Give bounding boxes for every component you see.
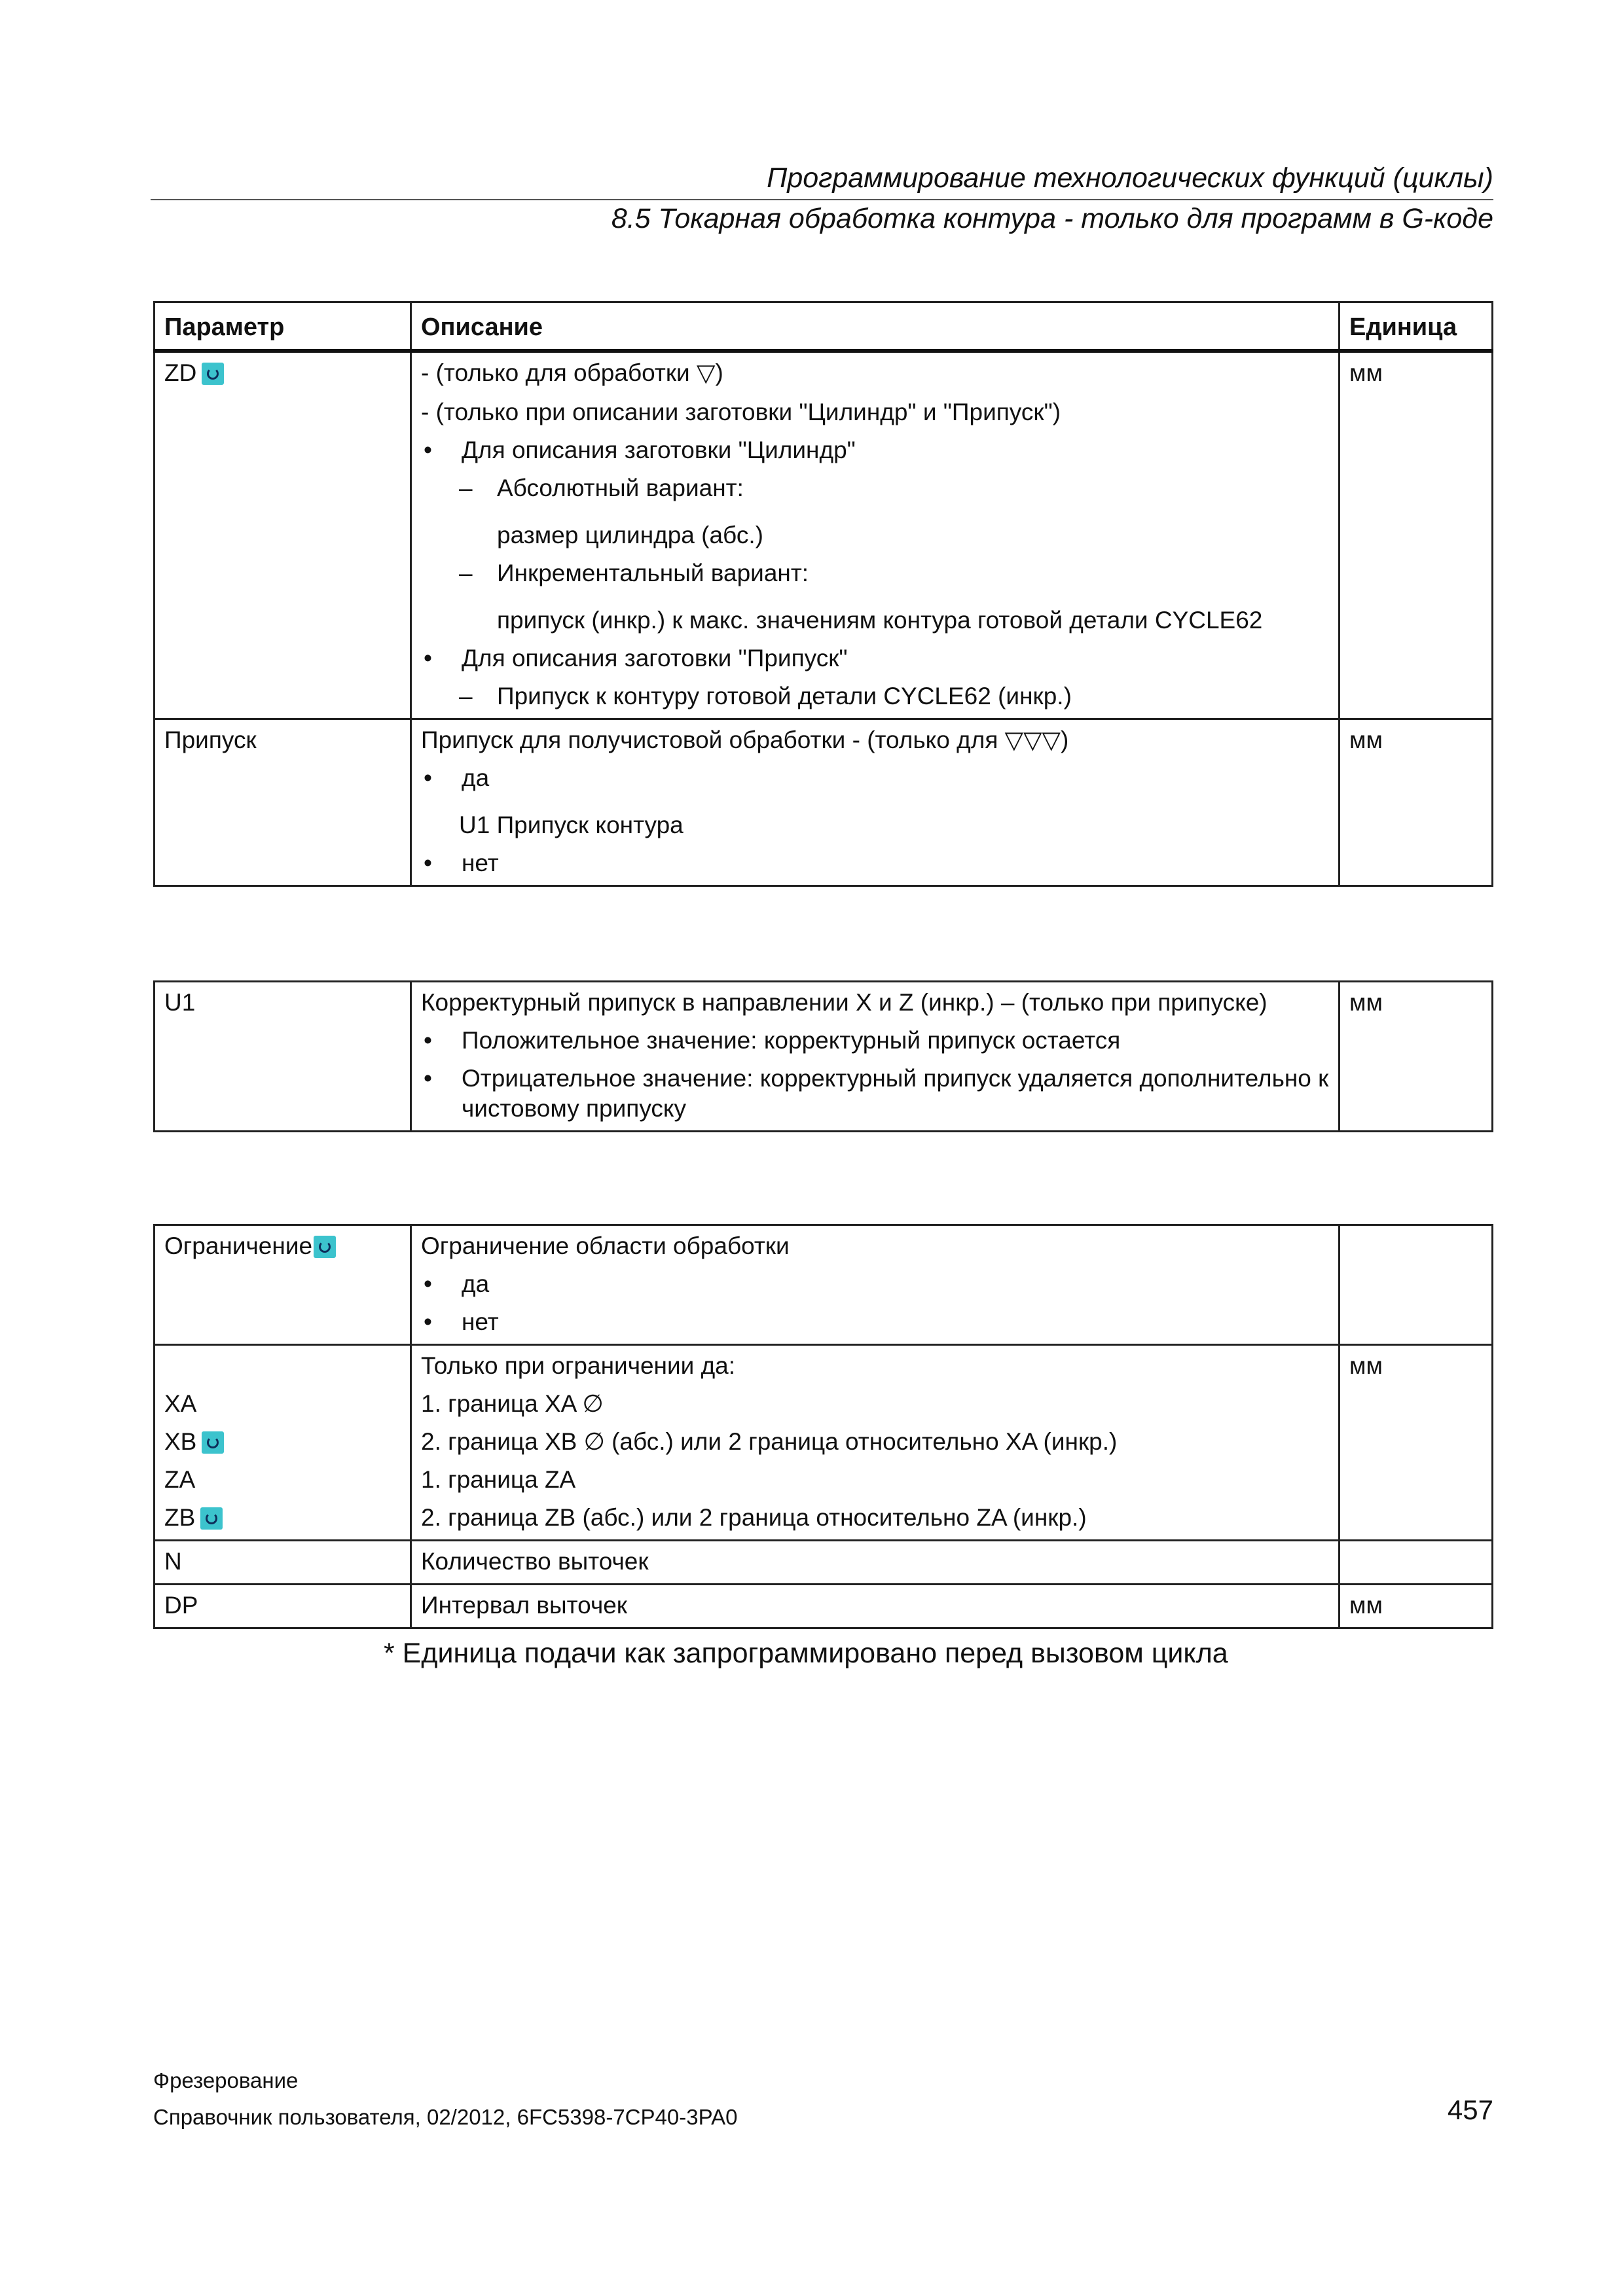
sub-text: U1 Припуск контура <box>459 812 684 838</box>
bullet-dot: • <box>424 1270 432 1297</box>
section-title: 8.5 Токарная обработка контура - только для программ в G-коде <box>611 203 1493 234</box>
dash-text: Инкрементальный вариант: <box>497 560 809 586</box>
toggle-icon[interactable] <box>200 1507 223 1530</box>
bullet-dot: • <box>424 764 432 791</box>
param-cell: DP <box>155 1585 411 1628</box>
dash-text: Абсолютный вариант: <box>497 475 744 501</box>
bullet-item <box>421 1307 1329 1337</box>
param-cell <box>155 1345 411 1541</box>
bullet-text: Для описания заготовки "Припуск" <box>462 645 848 672</box>
column-header-description: Описание <box>411 302 1340 351</box>
bullet-dot: • <box>424 645 432 672</box>
table-row-limit <box>155 1225 1493 1345</box>
param-name-row <box>164 1427 401 1457</box>
toggle-icon[interactable] <box>202 363 224 385</box>
desc-line: Только при ограничении да: <box>421 1352 736 1379</box>
param-cell <box>155 1225 411 1345</box>
desc-line: - (только при описании заготовки "Цилиндр" и "Припуск") <box>421 399 1061 425</box>
bullet-text: нет <box>462 850 499 876</box>
table-row-n <box>155 1541 1493 1585</box>
table-header-row <box>155 302 1493 351</box>
description-cell <box>411 1345 1340 1541</box>
bullet-text: нет <box>462 1308 499 1335</box>
table-row-dp <box>155 1585 1493 1628</box>
toggle-icon[interactable] <box>202 1431 224 1454</box>
bullet-dot: • <box>424 1027 432 1054</box>
description-cell <box>411 1225 1340 1345</box>
unit-cell: мм <box>1340 719 1493 886</box>
toggle-icon[interactable] <box>314 1236 336 1258</box>
unit-cell <box>1340 1225 1493 1345</box>
dash-item <box>421 473 1329 503</box>
footer-manual-info: Справочник пользователя, 02/2012, 6FC5398-7CP40-3PA0 <box>153 2105 738 2129</box>
spacer <box>164 1351 401 1381</box>
bullet-text: Для описания заготовки "Цилиндр" <box>462 437 856 463</box>
param-cell <box>155 351 411 719</box>
desc-line: 2. граница XB ∅ (абс.) или 2 граница относительно XA (инкр.) <box>421 1428 1118 1455</box>
desc-line: 1. граница XA ∅ <box>421 1390 604 1417</box>
bullet-item <box>421 1026 1329 1056</box>
column-header-unit: Единица <box>1340 302 1493 351</box>
chapter-title: Программирование технологических функций (циклы) <box>767 162 1493 194</box>
bullet-dot: • <box>424 1065 432 1092</box>
unit-cell <box>1340 1541 1493 1585</box>
param-name: XA <box>164 1390 197 1417</box>
description-cell <box>411 351 1340 719</box>
param-name-row <box>164 1503 401 1533</box>
dash-text: Припуск к контуру готовой детали CYCLE62 (инкр.) <box>497 683 1072 709</box>
param-name: ZA <box>164 1466 196 1493</box>
table-row-u1 <box>155 982 1493 1132</box>
bullet-item <box>421 435 1329 465</box>
sub-text: размер цилиндра (абс.) <box>497 522 763 548</box>
parameter-table-1 <box>153 301 1493 887</box>
dash-item <box>421 558 1329 588</box>
dash-mark: – <box>459 475 473 501</box>
page-number: 457 <box>1447 2094 1493 2125</box>
desc-line: - (только для обработки ▽) <box>421 359 723 386</box>
bullet-text: Положительное значение: корректурный припуск остается <box>462 1027 1121 1054</box>
bullet-item <box>421 643 1329 673</box>
bullet-dot: • <box>424 850 432 876</box>
bullet-text: да <box>462 1270 490 1297</box>
bullet-dot: • <box>424 1308 432 1335</box>
footnote: * Единица подачи как запрограммировано перед вызовом цикла <box>384 1638 1228 1669</box>
table-row-bounds <box>155 1345 1493 1541</box>
description-cell <box>411 719 1340 886</box>
unit-cell: мм <box>1340 1345 1493 1541</box>
desc-line: 2. граница ZB (абс.) или 2 граница относительно ZA (инкр.) <box>421 1504 1087 1531</box>
bullet-text: Отрицательное значение: корректурный припуск удаляется дополнительно к чистовому припуску <box>462 1065 1329 1122</box>
param-name: ZD <box>164 359 197 386</box>
bullet-item <box>421 1269 1329 1299</box>
dash-item <box>421 681 1329 711</box>
description-cell: Интервал выточек <box>411 1585 1340 1628</box>
parameter-table-3 <box>153 1224 1493 1629</box>
unit-cell: мм <box>1340 982 1493 1132</box>
param-cell: N <box>155 1541 411 1585</box>
bullet-dot: • <box>424 437 432 463</box>
unit-cell: мм <box>1340 351 1493 719</box>
desc-line: Корректурный припуск в направлении X и Z (инкр.) – (только при припуске) <box>421 989 1267 1016</box>
bullet-text: да <box>462 764 490 791</box>
sub-text: припуск (инкр.) к макс. значениям контура готовой детали CYCLE62 <box>497 607 1263 634</box>
description-cell <box>411 982 1340 1132</box>
dash-mark: – <box>459 560 473 586</box>
desc-line: 1. граница ZA <box>421 1466 576 1493</box>
bullet-item <box>421 1064 1329 1124</box>
header-rule <box>151 199 1493 200</box>
bullet-item <box>421 848 1329 878</box>
dash-mark: – <box>459 683 473 709</box>
param-cell: Припуск <box>155 719 411 886</box>
param-name: Ограничение <box>164 1232 313 1259</box>
parameter-table-2 <box>153 980 1493 1132</box>
description-cell: Количество выточек <box>411 1541 1340 1585</box>
footer-product: Фрезерование <box>153 2068 299 2092</box>
param-cell: U1 <box>155 982 411 1132</box>
desc-line: Припуск для получистовой обработки - (только для ▽▽▽) <box>421 726 1069 753</box>
unit-cell: мм <box>1340 1585 1493 1628</box>
param-name: XB <box>164 1428 197 1455</box>
param-name: ZB <box>164 1504 196 1531</box>
table-row-zd <box>155 351 1493 719</box>
column-header-parameter: Параметр <box>155 302 411 351</box>
bullet-item <box>421 763 1329 793</box>
table-row-allowance <box>155 719 1493 886</box>
desc-line: Ограничение области обработки <box>421 1232 790 1259</box>
